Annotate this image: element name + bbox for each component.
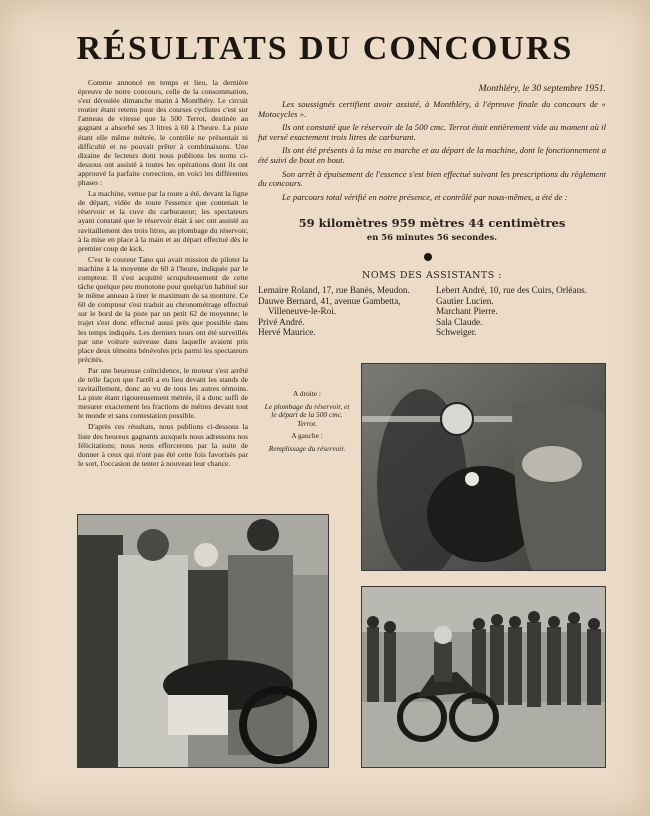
assistant-name: Hervé Maurice.: [258, 327, 316, 337]
result-distance: 59 kilomètres 959 mètres 44 centimètres: [298, 216, 566, 230]
photo-terrot-start: [361, 586, 606, 768]
certificate-text: [258, 100, 606, 206]
assistant-name: Lebert André, 10, rue des Cuirs, Orléans.: [436, 285, 588, 295]
result-block: [258, 216, 606, 242]
assistant-name: Privé André.: [258, 316, 305, 327]
result-time: en 56 minutes 56 secondes.: [366, 232, 498, 242]
assistant-name: Marchant Pierre.: [436, 306, 498, 316]
assistant-name: Schweiger.: [436, 327, 477, 337]
assistant-name: Dauwe Bernard, 41, avenue Gambetta, Villeneuve-le-Roi.: [258, 295, 401, 316]
photo-tank-filling: [77, 514, 329, 768]
assistants-list-left: [258, 285, 426, 338]
bullet-dot: [424, 253, 432, 261]
caption-left-text: Remplissage du réservoir.: [268, 443, 346, 453]
certificate-paragraph: Les soussignés certifient avoir assisté, à Monthléry, à l'épreuve finale du concours de « Motocycles ».: [258, 99, 606, 119]
assistants-list-right: [436, 285, 608, 338]
photo-tank-sealing: [361, 363, 606, 571]
certificate-paragraph: Le parcours total vérifié en notre présence, et contrôlé par nous-mêmes, a été de :: [282, 191, 568, 202]
article-paragraph: Comme annoncé en temps et lieu, la dernière épreuve de notre concours, celle de la consommation, s'est déroulée dimanche matin à Montlhéry. Le circuit routier étant retenu pour des courses cyclistes c'est sur l'anneau de vitesse que la 500 Terrot, destinée au gagnant a absorbé ses 3 litres à 60 à l'heure. La piste étant elle même métrée, le contrôle ne présentait ni difficulté et ne pouvait prêter à combinaisons. Une dizaine de lecteurs dont nous publions les noms ci-dessous ont assisté à toutes les opérations dont ils ont approuvé la parfaite correction, en voici les différentes phases :: [78, 78, 248, 188]
certificate-paragraph: Ils ont constaté que le réservoir de la 500 cmc. Terrot était entièrement vide au moment où il fut versé exactement trois litres de carburant.: [258, 122, 606, 142]
caption-left-label: A gauche :: [291, 431, 323, 441]
assistants-heading: NOMS DES ASSISTANTS :: [362, 270, 502, 281]
article-paragraph: C'est le coureur Tano qui avait mission de piloter la machine à la moyenne de 60 à l'heure, indiquée par le compteur. Il s'est acquitté scrupuleusement de cette tâche quelque peu monotone pour quelqu'un habitué sur le même anneau à tirer le maximum de sa monture. Ce 60 de compteur s'est traduit au chronométrage effectué sur le bord de la piste par un petit 62 de moyenne; le trajet s'est donc effectué aussi près que possible dans les temps indiqués. Les derniers tours ont été surveillés par une voiture suiveuse dans laquelle avaient pris place deux témoins bénévoles pris parmi les spectateurs précités.: [78, 254, 248, 364]
assistant-name: Lemaire Roland, 17, rue Banès, Meudon.: [258, 285, 410, 295]
article-paragraph: Par une heureuse coïncidence, le moteur s'est arrêté de telle façon que l'arrêt a eu lieu devant les stands de ravitaillement, donc au vu de tous les autres témoins. La piste étant rigoureusement métrée, il a donc suffi de mesurer exactement les fractions de mètres devant tout le monde et sans contestation possible.: [78, 365, 248, 421]
certificate-paragraph: Son arrêt à épuisement de l'essence s'est bien effectué suivant les prescriptions du règlement du concours.: [258, 168, 606, 189]
assistant-name: Sala Claude.: [436, 316, 483, 327]
page-title: RÉSULTATS DU CONCOURS: [76, 30, 574, 67]
photo-caption: [264, 390, 350, 458]
article-paragraph: La machine, venue par la route a été, devant la ligne de départ, vidée de toute l'essence que contenait le réservoir et la cuve du carburateur; les spectateurs ayant constaté que le réservoir était à sec ont assisté au ravitaillement des trois litres, au plombage du réservoir, à la mise en place à la main et au départ effectué dès le premier coup de kick.: [78, 189, 248, 253]
dateline: Monthléry, le 30 septembre 1951.: [478, 84, 606, 94]
certificate-paragraph: Ils ont été présents à la mise en marche et au départ de la machine, dont le fonctionnement a été suivi de bout en bout.: [258, 145, 606, 165]
caption-right-text: Le plombage du réservoir, et le départ de la 500 cmc. Terrot.: [264, 401, 350, 428]
caption-right-label: A droite :: [293, 389, 321, 398]
assistant-name: Gautier Lucien.: [436, 295, 494, 306]
article-paragraph: D'après ces résultats, nous publions ci-dessous la liste des heureux gagnants auxquels nous adressons nos félicitations; nous nous efforcerons par la suite de donner à ceux qui n'ont pas été cette fois favorisés par le sort, l'occasion de tenter à nouveau leur chance.: [78, 422, 248, 468]
article-body: [78, 78, 248, 470]
